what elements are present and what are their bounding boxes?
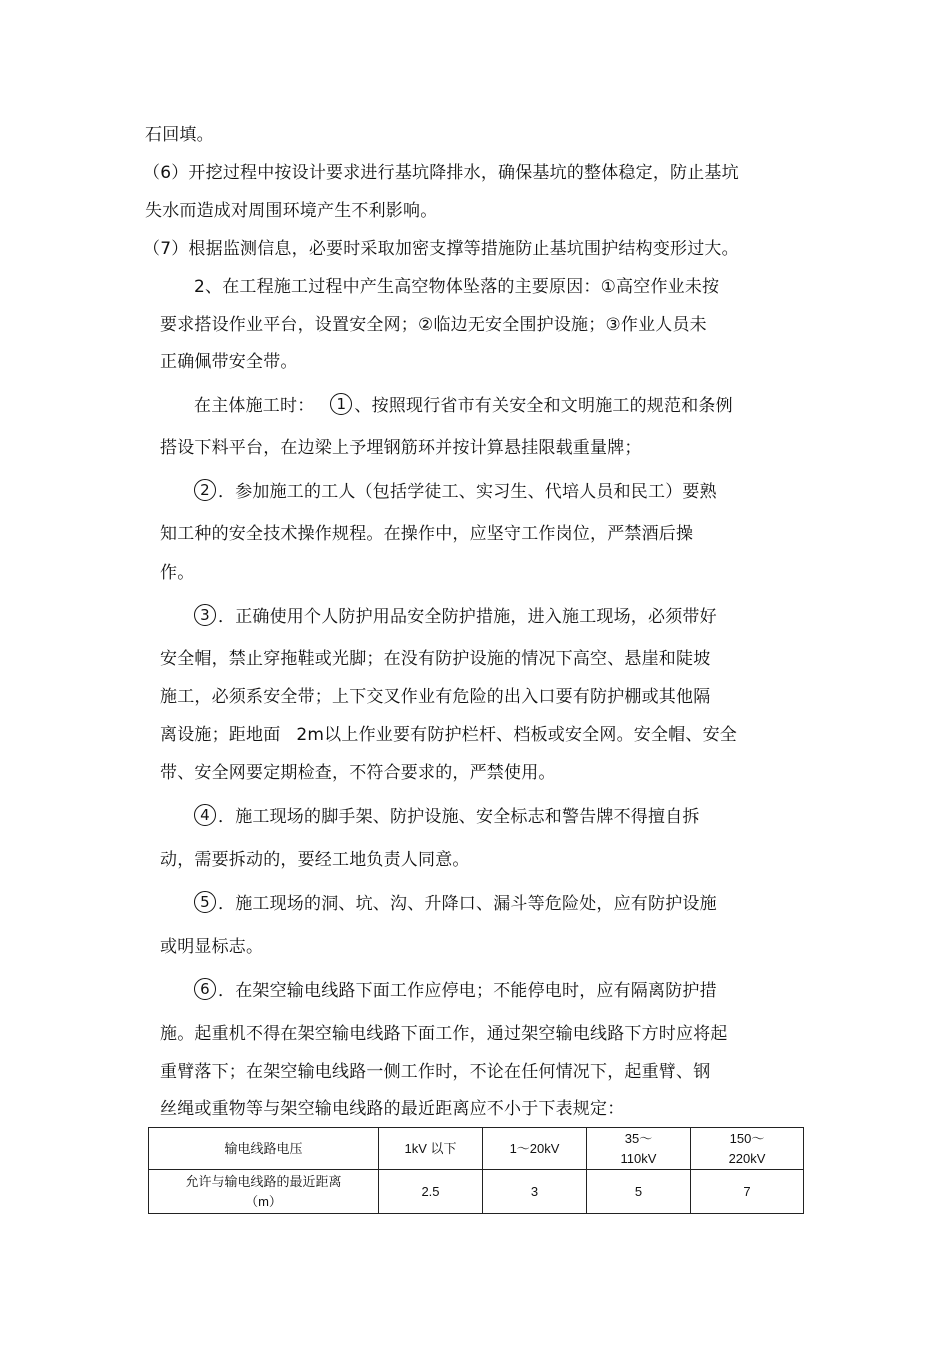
table-header-cell (587, 1128, 691, 1170)
text-line: 安全帽，禁止穿拖鞋或光脚；在没有防护设施的情况下高空、悬崖和陡坡 (160, 649, 711, 669)
table-header-cell: 输电线路电压 (149, 1128, 379, 1170)
text-line: 带、安全网要定期检查，不符合要求的，严禁使用。 (160, 763, 556, 783)
cell-line: 220kV (728, 1150, 766, 1166)
text-segment: ．参加施工的工人（包括学徒工、实习生、代培人员和民工）要熟 (218, 482, 717, 502)
text-segment: 2m以上作业要有防护栏杆、档板或安全网。安全帽、安全 (296, 725, 737, 745)
cell-line: 150～ (729, 1130, 765, 1146)
text-segment: ．在架空输电线路下面工作应停电；不能停电时，应有隔离防护措 (218, 981, 717, 1001)
text-line: 石回填。 (145, 125, 214, 145)
cell-line: 允许与输电线路的最近距离 (185, 1173, 342, 1189)
table-header-row (149, 1128, 804, 1170)
paragraph-line (160, 724, 737, 746)
text-line: 2、在工程施工过程中产生高空物体坠落的主要原因：①高空作业未按 (194, 277, 720, 297)
table-cell (149, 1170, 379, 1214)
paragraph-line (194, 893, 717, 915)
paragraph-line (194, 481, 717, 503)
cell-line: （m） (245, 1193, 282, 1209)
table-cell: 3 (483, 1170, 587, 1214)
text-line: 失水而造成对周围环境产生不利影响。 (145, 201, 438, 221)
table-header-cell: 1～20kV (483, 1128, 587, 1170)
circled-number: 6 (194, 978, 216, 1000)
table-cell: 5 (587, 1170, 691, 1214)
table-header-cell: 1kV 以下 (379, 1128, 483, 1170)
distance-table (148, 1127, 804, 1214)
text-line: （7）根据监测信息，必要时采取加密支撑等措施防止基坑围护结构变形过大。 (143, 239, 739, 259)
text-line: 丝绳或重物等与架空输电线路的最近距离应不小于下表规定： (160, 1099, 625, 1119)
text-line: （6）开挖过程中按设计要求进行基坑降排水，确保基坑的整体稳定，防止基坑 (143, 163, 739, 183)
text-segment: ．施工现场的洞、坑、沟、升降口、漏斗等危险处，应有防护设施 (218, 894, 717, 914)
text-segment: ．正确使用个人防护用品安全防护措施，进入施工现场，必须带好 (218, 607, 717, 627)
text-segment: 在主体施工时： (194, 396, 315, 416)
text-line: 作。 (160, 563, 195, 583)
text-line: 或明显标志。 (160, 937, 264, 957)
text-segment: ．施工现场的脚手架、防护设施、安全标志和警告牌不得擅自拆 (218, 807, 700, 827)
text-line: 搭设下料平台，在边梁上予埋钢筋环并按计算悬挂限载重量牌； (160, 438, 642, 458)
paragraph-line (194, 980, 717, 1002)
circled-number: 3 (194, 604, 216, 626)
text-line: 要求搭设作业平台，设置安全网；②临边无安全围护设施；③作业人员未 (160, 315, 707, 335)
paragraph-line (194, 606, 717, 628)
text-line: 动，需要拆动的，要经工地负责人同意。 (160, 850, 470, 870)
cell-line: 35～ (624, 1130, 653, 1146)
circled-number: 4 (194, 804, 216, 826)
table-row (149, 1170, 804, 1214)
text-segment: 、按照现行省市有关安全和文明施工的规范和条例 (354, 396, 733, 416)
table-header-cell (691, 1128, 804, 1170)
paragraph-line (194, 395, 733, 417)
text-line: 施。起重机不得在架空输电线路下面工作，通过架空输电线路下方时应将起 (160, 1024, 728, 1044)
table-cell: 2.5 (379, 1170, 483, 1214)
paragraph-line (194, 806, 700, 828)
table-cell: 7 (691, 1170, 804, 1214)
text-line: 施工，必须系安全带；上下交叉作业有危险的出入口要有防护棚或其他隔 (160, 687, 711, 707)
text-line: 正确佩带安全带。 (160, 352, 298, 372)
circled-number: 5 (194, 891, 216, 913)
cell-line: 110kV (620, 1150, 657, 1166)
circled-number: 2 (194, 479, 216, 501)
text-segment: 离设施；距地面 (160, 725, 281, 745)
circled-number: 1 (330, 393, 352, 415)
text-line: 知工种的安全技术操作规程。在操作中，应坚守工作岗位，严禁酒后操 (160, 524, 694, 544)
text-line: 重臂落下；在架空输电线路一侧工作时，不论在任何情况下，起重臂、钢 (160, 1062, 711, 1082)
